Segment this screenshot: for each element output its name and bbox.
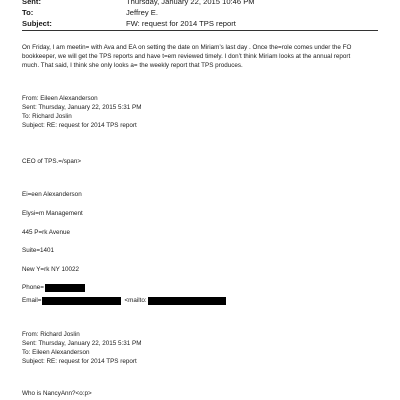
signature-ceo-line: CEO of TPS.=/span> bbox=[22, 158, 82, 165]
fwd2-from: From: Richard Joslin bbox=[22, 331, 80, 338]
signature-address: 445 P=rk Avenue bbox=[22, 229, 71, 236]
header-to-label: To: bbox=[22, 8, 34, 17]
fwd1-from: From: Eileen Alexanderson bbox=[22, 95, 98, 102]
signature-company: Elysi=m Management bbox=[22, 210, 83, 217]
fwd2-subject: Subject: RE: request for 2014 TPS report bbox=[22, 358, 137, 365]
header-subject-label: Subject: bbox=[22, 19, 52, 28]
fwd1-sent: Sent: Thursday, January 22, 2015 5:31 PM bbox=[22, 104, 142, 111]
fwd2-sent: Sent: Thursday, January 22, 2015 5:31 PM bbox=[22, 340, 142, 347]
signature-mailto-label: <mailto: bbox=[124, 297, 147, 304]
signature-email-label: Email= bbox=[22, 297, 42, 304]
header-sent-label: Sent: bbox=[22, 0, 41, 6]
redaction-bar-email bbox=[42, 297, 121, 305]
header-sent-value: Thursday, January 22, 2015 10:46 PM bbox=[126, 0, 255, 6]
signature-phone-label: Phone= bbox=[22, 284, 44, 291]
header-divider bbox=[22, 30, 378, 31]
body-line-3: much. That said, I think she only looks a= the weekly report that TPS produces. bbox=[22, 62, 243, 69]
fwd1-to: To: Richard Joslin bbox=[22, 113, 72, 120]
fwd2-to: To: Eileen Alexanderson bbox=[22, 349, 90, 356]
signature-phone-row bbox=[22, 284, 85, 292]
redaction-bar-mailto bbox=[148, 297, 226, 305]
signature-suite: Suite=1401 bbox=[22, 247, 55, 254]
signature-email-row bbox=[22, 297, 226, 305]
header-to-value: Jeffrey E. bbox=[126, 8, 158, 17]
header-subject-value: FW: request for 2014 TPS report bbox=[126, 19, 236, 28]
body-line-2: bookkeeper, we will get the TPS reports and have t=em reviewed timely. I don’t think Miriam looks at the annual report bbox=[22, 53, 351, 60]
body-line-1: On Friday, I am meetin= with Ava and EA on setting the date on Miriam’s last day . Once the=role comes under the FO bbox=[22, 44, 352, 51]
fwd1-subject: Subject: RE: request for 2014 TPS report bbox=[22, 122, 137, 129]
closing-question: Who is NancyAnn?<o:p> bbox=[22, 390, 92, 397]
redaction-bar-phone bbox=[45, 284, 85, 292]
signature-name: Ei=een Alexanderson bbox=[22, 191, 82, 198]
signature-city: New Y=rk NY 10022 bbox=[22, 266, 79, 273]
